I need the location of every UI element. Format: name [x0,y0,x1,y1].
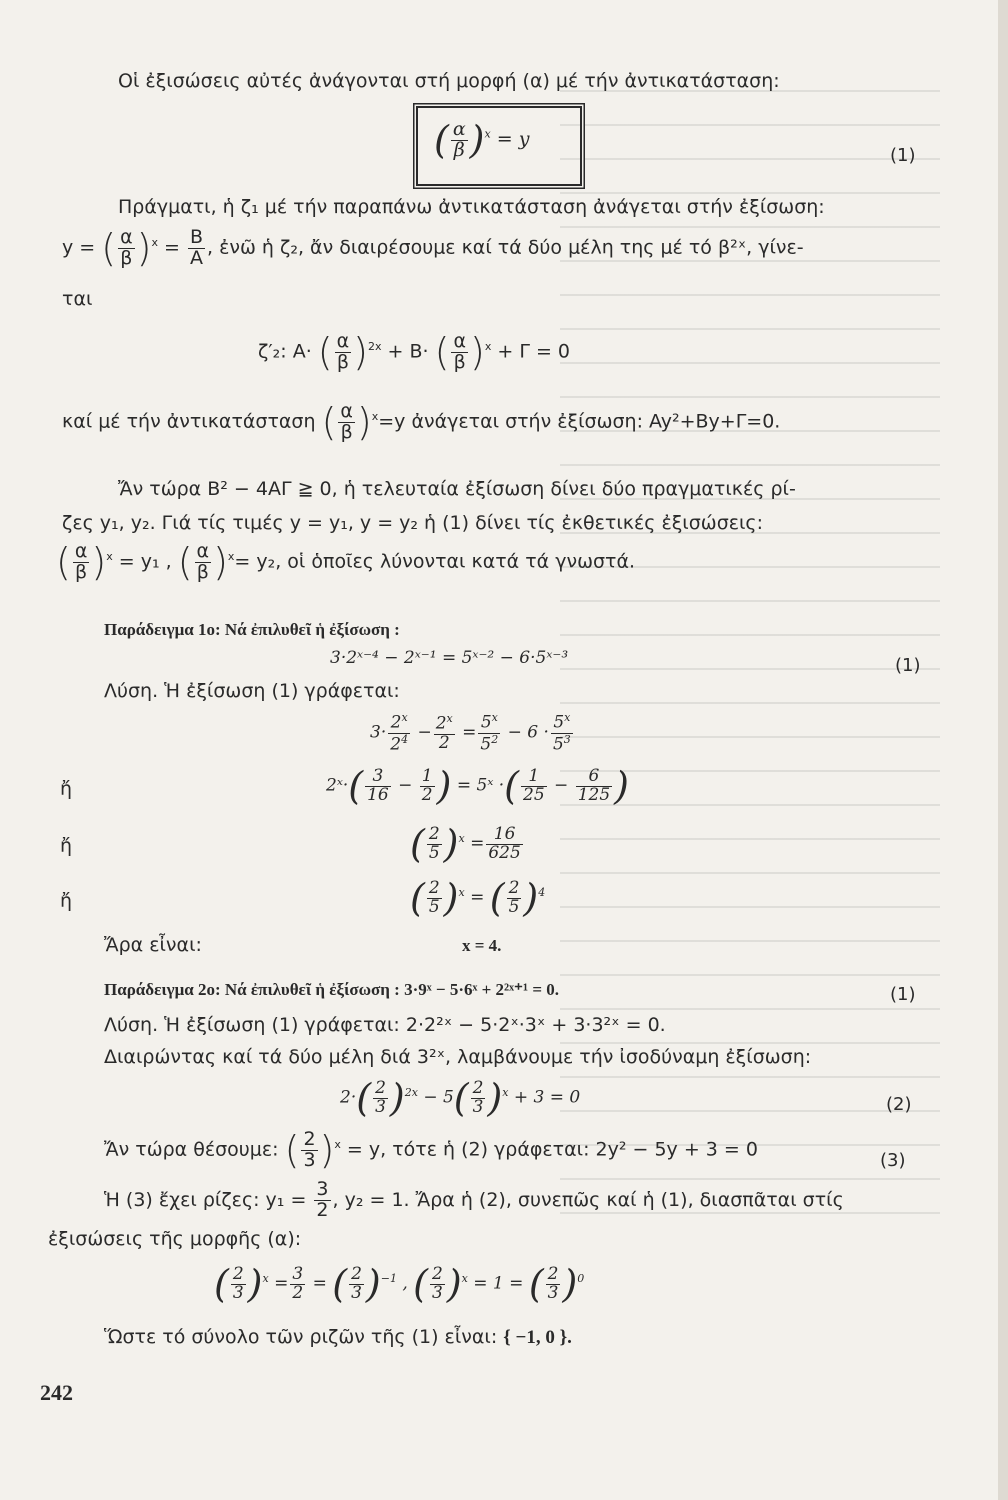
result-label: Ἄρα εἶναι: [104,934,202,956]
eq-number: (1) [890,984,916,1005]
solution-line: Λύση. Ἡ ἐξίσωση (1) γράφεται: [104,680,400,702]
example-2-title: Παράδειγμα 2ο: Νά ἐπιλυθεῖ ἡ ἐξίσωση : 3·9ˣ − 5·6ˣ + 2²ˣ⁺¹ = 0. [104,980,560,999]
conclusion-line: Ὥστε τό σύνολο τῶν ριζῶν τῆς (1) εἶναι: { −1, 0 }. [104,1326,572,1348]
solution-step-3: ( $\frac{2}{5}$ )$^x$ = $\frac{16}{625}$ [410,822,521,866]
equation-line: ( $\frac{\alpha}{\beta}$ )$^x$ = y₁ , ( $\frac{\alpha}{\beta}$ )$^x$= y₂, οἱ ὁποῖες λύνονται κατά τά γνωστά. [56,539,636,584]
solution-line: Λύση. Ἡ ἐξίσωση (1) γράφεται: 2·2²ˣ − 5·2ˣ·3ˣ + 3·3²ˣ = 0. [104,1014,666,1036]
example-1-equation: 3·2ˣ⁻⁴ − 2ˣ⁻¹ = 5ˣ⁻² − 6·5ˣ⁻³ [330,648,569,668]
text-line: Ἄν τώρα B² − 4AΓ ≧ 0, ἡ τελευταία ἐξίσωση δίνει δύο πραγματικές ρί- [118,478,796,500]
or-word: ἤ [60,890,73,912]
substitution-line: Ἄν τώρα θέσουμε: ( $\frac{2}{3}$ )$^x$ = y, τότε ἡ (2) γράφεται: 2y² − 5y + 3 = 0 [104,1127,758,1172]
or-word: ἤ [60,835,73,857]
example-1-title: Παράδειγμα 1ο: Νά ἐπιλυθεῖ ἡ ἐξίσωση : [104,620,400,639]
solution-step-1: 3· $\frac{2^x}{2^4}$ − $\frac{2^x}{2}$ = $\frac{5^x}{5^2}$ − 6 · $\frac{5^x}{5^3}$ [370,711,571,755]
eq-number: (3) [880,1150,906,1171]
equation-line: y = ( $\frac{\alpha}{\beta}$ )$^x$ = $\frac{B}{A}$ , ἐνῶ ἡ ζ₂, ἄν διαιρέσουμε καί τά δύο μέλη της μέ τό β²ˣ, γίνε- [62,225,804,270]
result-value: x = 4. [462,936,502,955]
final-equations: ( $\frac{2}{3}$ )$^x$ = $\frac{3}{2}$ = ( $\frac{2}{3}$ )$^{-1}$ , ( $\frac{2}{3}$ )$^x$ = 1 = ( $\frac{2}{3}$ )$^0$ [214,1262,585,1306]
boxed-formula: ( $\frac{\alpha}{\beta}$ )$^x$ = y [434,117,530,162]
equation-line: καί μέ τήν ἀντικατάσταση ( $\frac{\alpha}{\beta}$ )$^x$=y ἀνάγεται στήν ἐξίσωση: Ay²+By+Γ=0. [62,399,781,444]
eq-number: (2) [886,1094,912,1115]
solution-step-4: ( $\frac{2}{5}$ )$^x$ = ( $\frac{2}{5}$ )$^4$ [410,876,546,920]
solution-step-2: 2ˣ·( $\frac{3}{16}$ − $\frac{1}{2}$ ) = 5ˣ ·( $\frac{1}{25}$ − $\frac{6}{125}$ ) [326,764,629,808]
equation-2: 2·( $\frac{2}{3}$ )$^{2x}$ − 5( $\frac{2}{3}$ )$^x$ + 3 = 0 [340,1076,581,1120]
roots-line: Ἡ (3) ἔχει ρίζες: y₁ = $\frac{3}{2}$ , y₂ = 1. Ἄρα ἡ (2), συνεπῶς καί ἡ (1), διασπᾶται στίς [104,1178,844,1221]
text-line: ται [62,288,93,310]
page-edge [998,0,1008,1500]
text-line: Πράγματι, ἡ ζ₁ μέ τήν παραπάνω ἀντικατάσταση ἀνάγεται στήν ἐξίσωση: [118,196,825,218]
intro-line: Οἱ ἐξισώσεις αὐτές ἀνάγονται στή μορφή (α) μέ τήν ἀντικατάσταση: [118,70,780,92]
eq-number-1: (1) [890,145,916,166]
text-line: Διαιρώντας καί τά δύο μέλη διά 3²ˣ, λαμβάνουμε τήν ἰσοδύναμη ἐξίσωση: [104,1046,812,1068]
equation-zeta2: ζ′₂: A· ( $\frac{\alpha}{\beta}$ )$^{2x}$ + B· ( $\frac{\alpha}{\beta}$ )$^x$ + Γ = 0 [258,329,571,374]
page-number: 242 [40,1380,73,1405]
or-word: ἤ [60,778,73,800]
eq-number: (1) [895,655,921,676]
text-line: ζες y₁, y₂. Γιά τίς τιμές y = y₁, y = y₂ ἡ (1) δίνει τίς ἐκθετικές ἐξισώσεις: [62,512,763,534]
text-line: ἐξισώσεις τῆς μορφῆς (α): [48,1228,302,1250]
